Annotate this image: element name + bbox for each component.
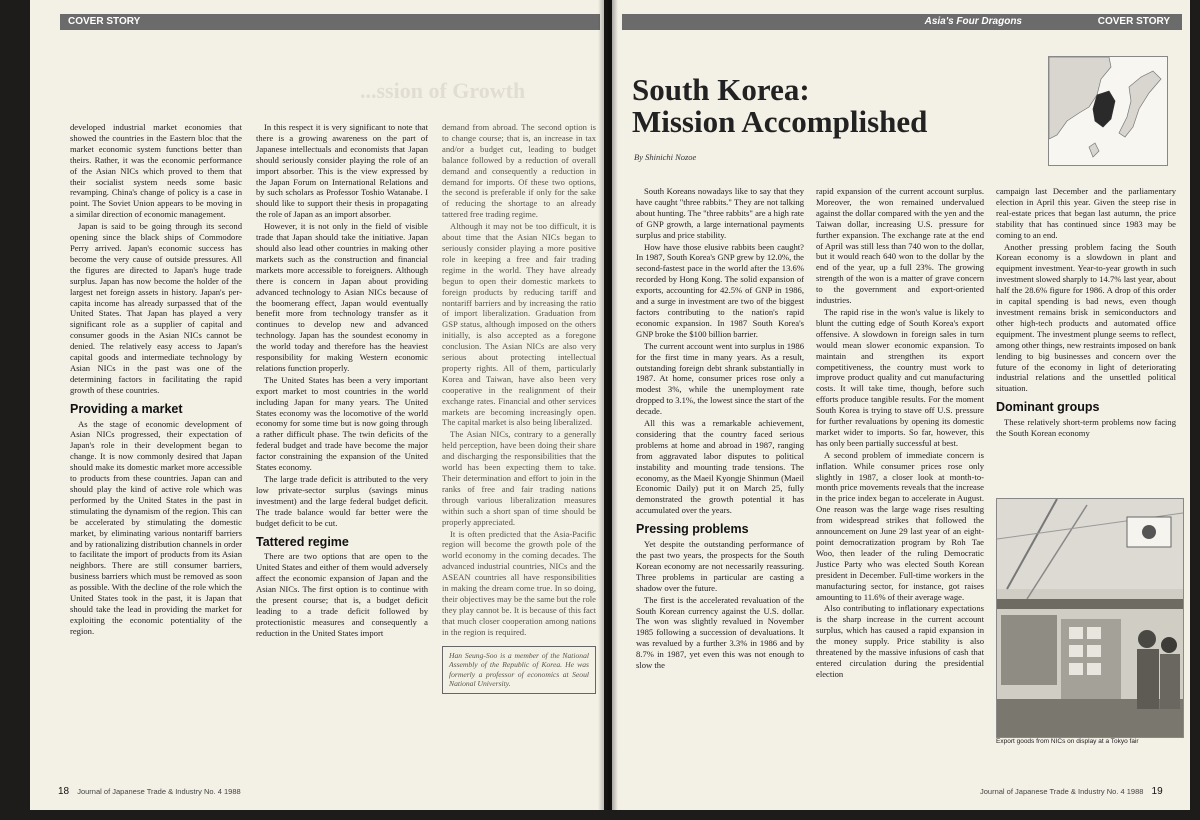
map-graphic [1049,57,1167,165]
paragraph: South Koreans nowadays like to say that they have caught "three rabbits." They are not talking about hunting. The "three rabbits" are a high rate of GNP growth, a large international payments surplus and price stability. [636,186,804,240]
region-map [1048,56,1168,166]
left-page [30,0,604,810]
book-gutter [598,0,618,810]
ghost-title: ...ssion of Growth [360,78,526,103]
series-label: Asia's Four Dragons [924,16,1022,27]
paragraph: There are two options that are open to the United States and either of them would adversely affect the economic expansion of Japan and the Asian NICs. The first option is to continue with the present course; that is, a budget deficit leading to a trade deficit followed by protectionistic measures and consequently a reduction in the United States import [256,551,428,638]
paragraph: rapid expansion of the current account surplus. Moreover, the won remained undervalued against the dollar compared with the yen and the Taiwan dollar, increasing U.S. pressure for further expansion. The exchange rate at the end of April was still less than 740 won to the dollar, but it would reach 640 won to the dollar by the end of the year, up a full 23%. The growing strength of the won is a matter of grave concern to the government and export-oriented industries. [816,186,984,306]
photo-graphic [997,499,1183,737]
paragraph: The current account went into surplus in 1986 for the first time in many years. As a result, outstanding foreign debt shrank substantially in 1987. At home, consumer prices rose only a modest 3%, while the unemployment rate dropped to 3.1%, the lowest since the start of the decade. [636,340,804,417]
article-headline [632,74,927,138]
paragraph: Another pressing problem facing the South Korean economy is a slowdown in plant and equipment investment. Year-to-year growth in such investment slowed sharply to 14.7% last year, about half the 28.6% figure for 1986. A drop of this order in capital spending is bad news, even though investment remains brisk in semiconductors and other high-tech products and automated office equipment. The investment plunge seems to reflect, among other things, new restraints imposed on bank lending to big businesses and concern over the future of the economy in light of deteriorating industrial relations and the unsettled political situation. [996,241,1176,394]
fair-photo [996,498,1184,738]
section-label: COVER STORY [1097,16,1170,27]
footer-right [980,786,1169,797]
paragraph: All this was a remarkable achievement, considering that the country faced serious problems at home and abroad in 1987, ranging from aggravated labor disputes to political instability and mounting trade tensions. The economy, as the Maeil Kyongje Shinmun (Maeil Economic Daily) put it on March 25, fully demonstrated the growth potential it has accumulated over the years. [636,418,804,516]
paragraph: The Asian NICs, contrary to a generally held perception, have been doing their share and discharging the responsibilities that the world has been expecting them to take. Their determination and effort to join in the ranks of free and fair trading nations through various liberalization measures within such a short span of time should be properly appreciated. [442,429,596,527]
journal-name: Journal of Japanese Trade & Industry No. 4 1988 [77,787,241,796]
paragraph: Also contributing to inflationary expectations is the sharp increase in the current account surplus, which has caused a rapid expansion in the money supply. Price stability is also threatened by the massive infusions of cash that entered circulation during the presidential election [816,603,984,679]
subheading: Providing a market [70,401,183,416]
paragraph: demand from abroad. The second option is to change course; that is, an increase in tax and/or a budget cut, leading to budget balance followed by a reduction of overall demand and consequently a reduction in demand for imports. Of these two options, the second is preferable if only for the sake of reducing the shortage to an already tattered free trading regime. [442,122,596,220]
paragraph: The first is the accelerated revaluation of the South Korean currency against the U.S. dollar. The won was slightly revalued in November 1985 following a succession of devaluations. It was revalued by a further 3.3% in 1986 and by 8.7% in 1987, yet even this was not enough to slow the [636,594,804,671]
column-3-right [996,186,1176,440]
paragraph: As the stage of economic development of Asian NICs progressed, their expectation of Japan's role in their development began to change. It is now commonly desired that Japan should make its domestic market more accessible to products from these countries. Japan can and should play the kind of active role which was performed by the United States in the past in stimulating the dynamism of the region. This can be accelerated by stimulating the domestic market, by eliminating various nontariff barriers and by rationalizing distribution channels in order to facilitate the import of products from its Asian neighbors. There are still consumer barriers, business barriers which must be removed as soon as possible. With the decline of the role which the United States took in the past, it is Japan that should take the lead in providing the market for exploiting the economic potentiality of the region. [70,418,242,636]
section-label: COVER STORY [68,16,141,27]
paragraph: Although it may not be too difficult, it is about time that the Asian NICs began to seriously consider playing a more positive role in keeping a free and fair trading regime in the world. They have already begun to open their domestic markets to foreign products by reducing tariff and nontariff barriers and by increasing the ratio of import liberalization. Graduation from GSP status, although imposed on the others initially, is also accepted as a foregone conclusion. The Asian NICs are also very serious about protecting intellectual property rights. All of them, particularly Korea and Taiwan, have also been very cooperative in the realignment of their exchange rates. Financial and other services markets are becoming increasingly open. The capital market is also being liberalized. [442,221,596,428]
paragraph: Japan is said to be going through its second opening since the black ships of Commodore Perry arrived. Japan's economic success has become the very cause of outside pressures. All the figures are directed to Japan's huge trade surplus. Japan has now become the holder of the largest net foreign assets in history. Japan's per-capita income has already surpassed that of the United States. That Japan has played a very significant role as a supplier of capital and consumer goods in the Asian NICs cannot be denied. The relatively easy access to Japan's capital goods and intermediate technology by Asian NICs in the past was one of the determining factors in facilitating the rapid growth of these countries. [70,221,242,395]
paragraph: Yet despite the outstanding performance of the past two years, the prospects for the South Korean economy are not necessarily reassuring. Three problems in particular are casting a shadow over the future. [636,539,804,593]
paragraph: developed industrial market economies that showed the countries in the Eastern bloc that the market economic system functions better than theirs. Rather, it was the economic performance of the Asian NICs which proved to them that their socialist system needs some basic revamping. China's change of policy is a case in point. The Soviet Union appears to be moving in a similar direction of economic management. [70,122,242,220]
column-2-right [816,186,984,681]
headline-line: South Korea: [632,72,810,107]
paragraph: The large trade deficit is attributed to the very low private-sector surplus (savings minus investment) and the large federal budget deficit. The trade balance would far better were the budget deficit to be cut. [256,474,428,528]
column-2-left [256,122,428,640]
paragraph: campaign last December and the parliamentary election in April this year. Given the steep rise in real-estate prices that began last autumn, the price stability that has continued since 1983 may be coming to an end. [996,186,1176,240]
page-number: 18 [58,786,70,797]
paragraph: It is often predicted that the Asia-Pacific region will become the growth pole of the world economy in the coming decades. The advanced industrial countries, NICs and the ASEAN countries all have responsibilities in making the dream come true. In so doing, their objectives may be the same but the role they play cannot be. It is because of this fact that much closer cooperation among nations in the region is required. [442,528,596,637]
photo-caption: Export goods from NICs on display at a Tokyo fair [996,738,1139,745]
paragraph: The rapid rise in the won's value is likely to blunt the cutting edge of South Korea's export offensive. A slowdown in foreign sales in turn would mean slower economic expansion. To maintain and strengthen its export competitiveness, the country must work to improve product quality and cut manufacturing costs. It will take time, though, before such efforts produce tangible results. For the moment South Korea is trying to stave off U.S. pressure for further revaluations by opening its domestic market wider to imports. So far, however, this has only been partially successful at best. [816,306,984,448]
column-1-right [636,186,804,672]
paragraph: In this respect it is very significant to note that there is a growing awareness on the part of Japanese intellectuals and economists that Japan should seriously consider playing the role of an import absorber. This is the view expressed by the Japan Forum on International Relations and by such scholars as Professor Toshio Watanabe. I should like to support their thesis in propagating the role of Japan as an import absorber. [256,122,428,220]
byline: By Shinichi Nozoe [634,152,697,162]
column-3-left [442,122,596,694]
paragraph: A second problem of immediate concern is inflation. While consumer prices rose only slightly in 1987, a closer look at month-to-month price movements reveals that the increase in the price index began to accelerate in August. One reason was the large wage rises resulting from widespread strikes that followed the announcement on June 29 last year of an eight-point democratization program by Roh Tae Woo, then leader of the ruling Democratic Justice Party who was elected South Korean president in December. Full-time workers in the manufacturing sector, for instance, got raises amounting to 11.6% of their average wage. [816,449,984,602]
headline-line: Mission Accomplished [632,104,928,139]
paragraph: The United States has been a very important export market to most countries in the world including Japan for many years. The United States economy was the locomotive of the world economy for some time but is now going through a rather difficult phase. The twin deficits of the federal budget and trade have become the major factor constraining the expansion of the United States economy. [256,374,428,473]
column-1-left [70,122,242,638]
author-note: Han Seung-Soo is a member of the National Assembly of the Republic of Korea. He was formerly a professor of economics at Seoul National University. [442,646,596,694]
subheading: Dominant groups [996,400,1100,415]
section-bar-right [622,14,1182,30]
subheading: Pressing problems [636,522,749,537]
journal-name: Journal of Japanese Trade & Industry No. 4 1988 [980,787,1144,796]
footer-left [58,786,241,797]
right-page [612,0,1190,810]
subheading: Tattered regime [256,534,349,549]
section-bar-left [60,14,600,30]
paragraph: However, it is not only in the field of visible trade that Japan should take the initiative. Japan should also lead other countries in making other markets such as the construction and financial markets more accessible to foreigners. Although there is concern in Japan about providing advanced technology to Asian NICs because of the boomerang effect, Japan would eventually benefit more from technology transfer as it continues to develop new and advanced technology. Japan has the soundest economy in the world today and therefore has the heaviest responsibility for making Western economic relations function properly. [256,221,428,373]
page-number: 19 [1151,786,1163,797]
paragraph: How have those elusive rabbits been caught? In 1987, South Korea's GNP grew by 12.0%, the second-fastest pace in the world after the 13.6% recorded by Hong Kong. The solid expansion of exports, accounting for 42.5% of GNP in 1986, and a surge in investment are two of the biggest factors contributing to the nation's rapid economic expansion. In 1987 South Korea's GNP broke the $100 billion barrier. [636,241,804,339]
paragraph: These relatively short-term problems now facing the South Korean economy [996,417,1176,439]
